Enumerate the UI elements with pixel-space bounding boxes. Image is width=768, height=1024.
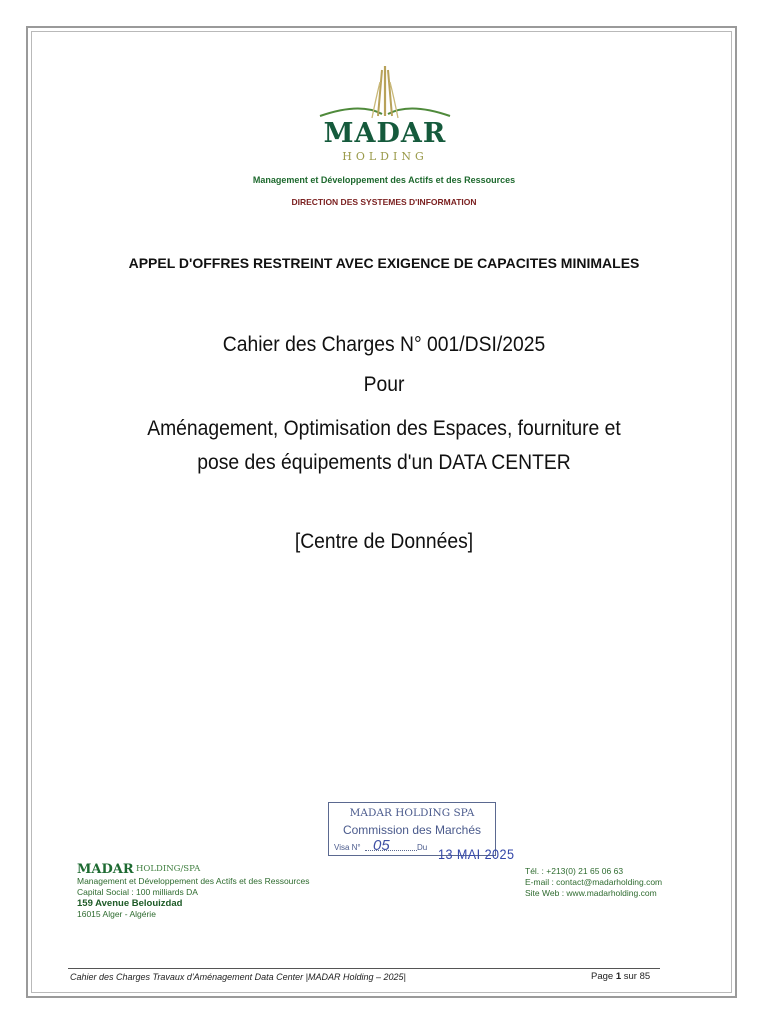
tender-type: APPEL D'OFFRES RESTREINT AVEC EXIGENCE DE CAPACITES MINIMALES [128, 255, 640, 271]
footer-phone: Tél. : +213(0) 21 65 06 63 [525, 866, 624, 876]
footer-document-ref: Cahier des Charges Travaux d'Aménagement Data Center |MADAR Holding – 2025| [70, 972, 406, 982]
page-current: 1 [615, 971, 622, 982]
company-contact-block [525, 866, 662, 899]
footer-website[interactable]: Site Web : www.madarholding.com [525, 888, 657, 898]
subject-line-2: pose des équipements d'un DATA CENTER [197, 451, 571, 474]
organization-name: Management et Développement des Actifs et des Ressources [252, 175, 516, 185]
madar-logo [300, 64, 470, 168]
footer-brand-sub: HOLDING/SPA [136, 864, 201, 874]
stamp-title: MADAR HOLDING SPA [349, 807, 475, 819]
footer-email[interactable]: E-mail : contact@madarholding.com [525, 877, 663, 887]
subject-bracket: [Centre de Données] [294, 530, 474, 553]
stamp-visa-number: 05 [373, 837, 390, 854]
footer-capital: Capital Social : 100 milliards DA [77, 887, 198, 897]
stamp-visa-label: Visa N° [334, 843, 361, 852]
title-pour: Pour [363, 373, 405, 396]
footer-divider [68, 968, 660, 969]
logo-wordmark: MADAR [323, 118, 447, 149]
footer-city: 16015 Alger - Algérie [77, 909, 156, 919]
direction-name: DIRECTION DES SYSTEMES D'INFORMATION [291, 197, 477, 207]
logo-subtitle: HOLDING [342, 150, 428, 163]
stamp-du-label: Du [417, 843, 428, 852]
footer-brand: MADAR [77, 862, 134, 877]
logo-emblem-icon [300, 64, 470, 122]
stamp-date: 13 MAI 2025 [438, 846, 515, 862]
page-total: 85 [639, 971, 651, 982]
footer-org: Management et Développement des Actifs et des Ressources [77, 876, 310, 886]
document-title: Cahier des Charges N° 001/DSI/2025 [222, 333, 546, 356]
page-number [591, 971, 650, 982]
footer-street: 159 Avenue Belouizdad [77, 898, 183, 909]
stamp-subtitle: Commission des Marchés [342, 823, 482, 837]
company-address-block [77, 864, 309, 920]
subject-line-1: Aménagement, Optimisation des Espaces, fourniture et [147, 417, 621, 440]
page-prefix: Page [591, 971, 614, 982]
page-separator: sur [623, 971, 637, 982]
